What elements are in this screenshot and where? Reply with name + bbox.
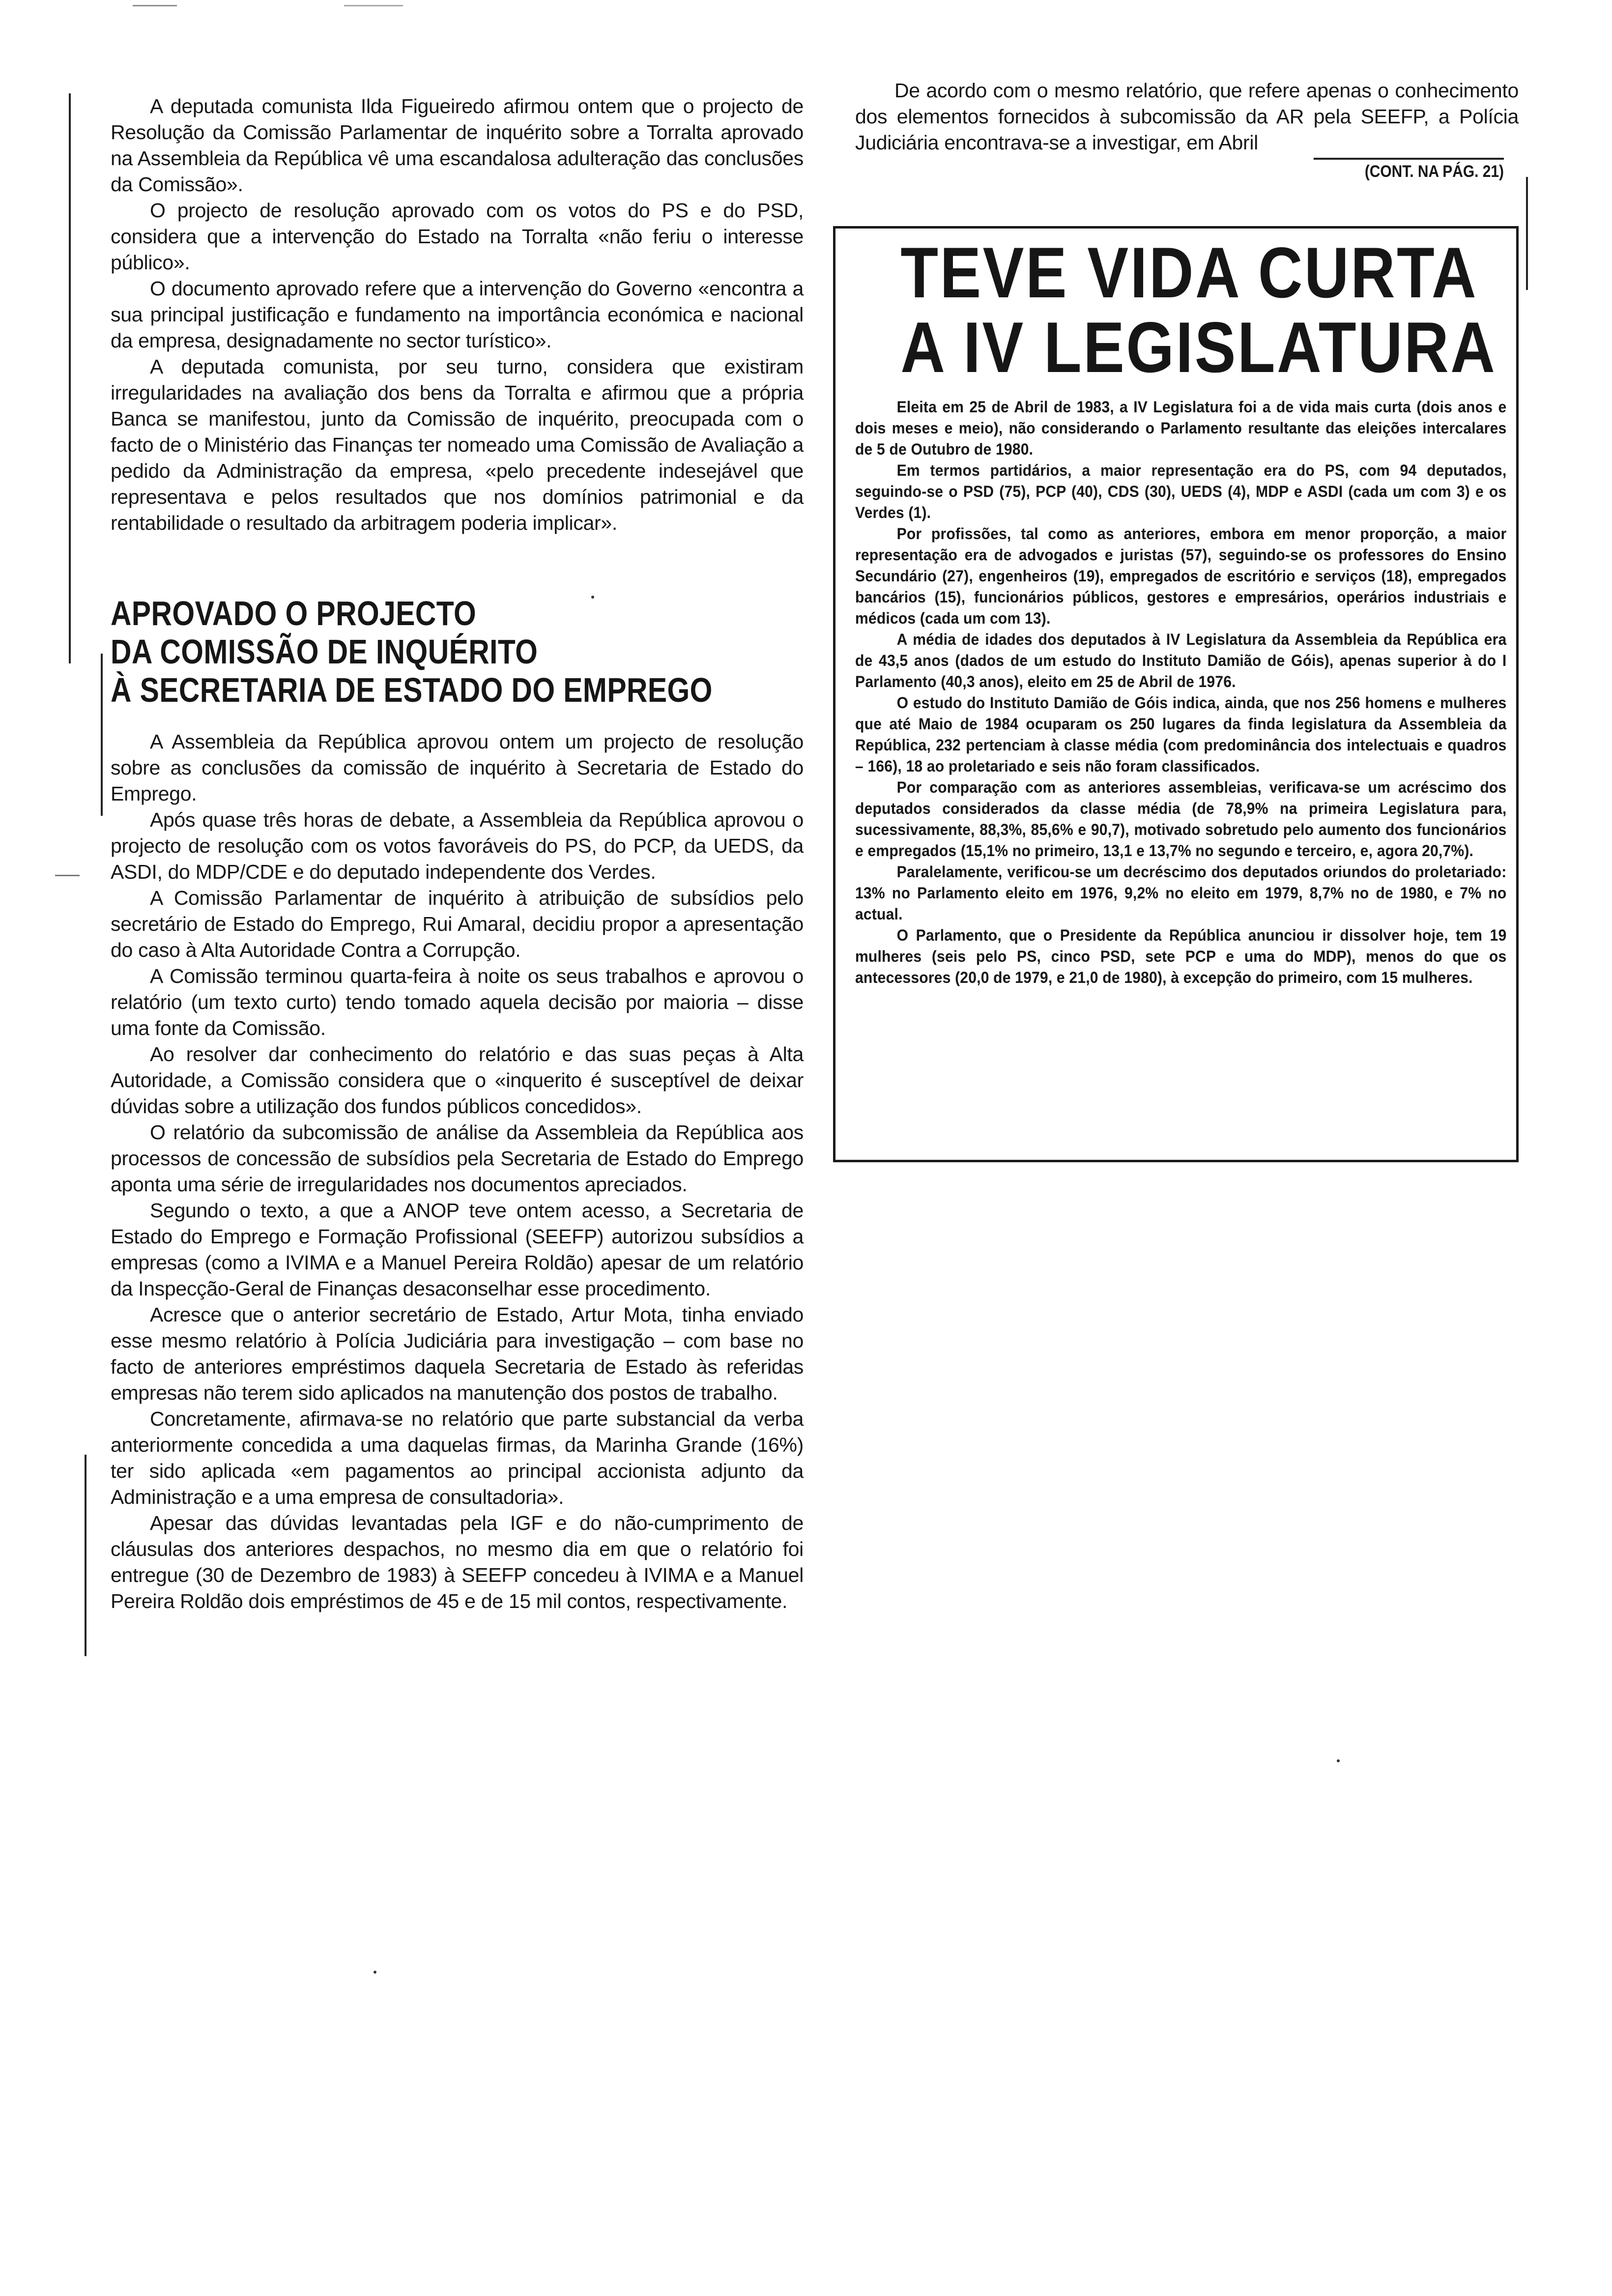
box-title [900, 232, 1497, 387]
intro-paragraph: O documento aprovado refere que a intervenção do Governo «encontra a sua principal justificação e fundamento na importância económica e nacional da empresa, designadamente no sector turístico». [111, 277, 804, 352]
article-headline [111, 594, 804, 709]
left-column [111, 93, 804, 1614]
left-margin-rule-top [69, 93, 71, 663]
scan-dot [1337, 1759, 1340, 1762]
intro-paragraph: O projecto de resolução aprovado com os votos do PS e do PSD, considera que a intervenção do Estado na Torralta «não feriu o interesse público». [111, 199, 804, 274]
headline-line: À SECRETARIA DE ESTADO DO EMPREGO [111, 671, 713, 709]
box-paragraph: O estudo do Instituto Damião de Góis indica, ainda, que nos 256 homens e mulheres que até Maio de 1984 ocuparam os 250 lugares da finda legislatura da Assembleia da República, 232 pertenciam à classe média (com predominância dos intelectuais e quadros – 166), 18 ao proletariado e seis não foram classificados. [855, 694, 1507, 775]
article-paragraph: O relatório da subcomissão de análise da Assembleia da República aos processos de concessão de subsídios pela Secretaria de Estado do Emprego aponta uma série de irregularidades nos documentos apreciados. [111, 1121, 804, 1196]
box-body [855, 397, 1507, 988]
scan-dot [374, 1971, 376, 1974]
article-paragraph: Concretamente, afirmava-se no relatório que parte substancial da verba anteriormente concedida a uma daquelas firmas, da Marinha Grande (16%) ter sido aplicada «em pagamentos ao principal accionista adjunto da Administração e a uma empresa de consultadoria». [111, 1407, 804, 1508]
box-title-line: A IV LEGISLATURA [900, 307, 1497, 387]
left-margin-rule-headline [101, 654, 103, 816]
right-edge-bracket [1526, 177, 1528, 290]
article-paragraph: Acresce que o anterior secretário de Estado, Artur Mota, tinha enviado esse mesmo relatório à Polícia Judiciária para investigação – com base no facto de anteriores empréstimos daquela Secretaria de Estado às referidas empresas não terem sido aplicados na manutenção dos postos de trabalho. [111, 1303, 804, 1404]
article-paragraph: Apesar das dúvidas levantadas pela IGF e do não-cumprimento de cláusulas dos anteriores despachos, no mesmo dia em que o relatório foi entregue (30 de Dezembro de 1983) à SEEFP concedeu à IVIMA e a Manuel Pereira Roldão dois empréstimos de 45 e de 15 mil contos, respectivamente. [111, 1512, 804, 1612]
right-column [855, 78, 1519, 181]
intro-paragraph: A deputada comunista, por seu turno, considera que existiram irregularidades na avaliação dos bens da Torralta e afirmou que a própria Banca se manifestou, junto da Comissão de inquérito, preocupada com o facto de o Ministério das Finanças ter nomeado uma Comissão de Avaliação a pedido da Administração da empresa, «pelo precedente indesejável que representava e pelos resultados que nos domínios patrimonial e da rentabilidade o resultado da arbitragem poderia implicar». [111, 355, 804, 534]
article-paragraph: Segundo o texto, a que a ANOP teve ontem acesso, a Secretaria de Estado do Emprego e Formação Profissional (SEEFP) autorizou subsídios a empresas (como a IVIMA e a Manuel Pereira Roldão) apesar de um relatório da Inspecção-Geral de Finanças desaconselhar esse procedimento. [111, 1199, 804, 1300]
left-margin-rule-lower [85, 1455, 86, 1656]
headline-line: DA COMISSÃO DE INQUÉRITO [111, 632, 538, 671]
continuation-paragraph: De acordo com o mesmo relatório, que refere apenas o conhecimento dos elementos fornecidos à subcomissão da AR pela SEEFP, a Polícia Judiciária encontrava-se a investigar, em Abril [855, 79, 1519, 154]
article-paragraph: Após quase três horas de debate, a Assembleia da República aprovou o projecto de resolução com os votos favoráveis do PS, do PCP, da UEDS, da ASDI, do MDP/CDE e do deputado independente dos Verdes. [111, 808, 804, 883]
box-paragraph: A média de idades dos deputados à IV Legislatura da Assembleia da República era de 43,5 anos (dados de um estudo do Instituto Damião de Góis), apenas superior à do I Parlamento (40,3 anos), eleito em 25 de Abril de 1976. [855, 631, 1507, 690]
article-paragraph: A Comissão Parlamentar de inquérito à atribuição de subsídios pelo secretário de Estado do Emprego, Rui Amaral, decidiu propor a apresentação do caso à Alta Autoridade Contra a Corrupção. [111, 887, 804, 961]
headline-line: APROVADO O PROJECTO [111, 594, 477, 632]
box-paragraph: Eleita em 25 de Abril de 1983, a IV Legislatura foi a de vida mais curta (dois anos e dois meses e meio), não considerando o Parlamento resultante das eleições intercalares de 5 de Outubro de 1980. [855, 398, 1507, 458]
box-paragraph: Paralelamente, verificou-se um decréscimo dos deputados oriundos do proletariado: 13% no Parlamento eleito em 1976, 9,2% no eleito em 1979, 8,7% no de 1980, e 7% no actual. [855, 863, 1507, 923]
intro-paragraph: A deputada comunista Ilda Figueiredo afirmou ontem que o projecto de Resolução da Comissão Parlamentar de inquérito sobre a Torralta aprovado na Assembleia da República vê uma escandalosa adulteração das conclusões da Comissão». [111, 95, 804, 196]
sidebar-box-article [833, 226, 1519, 1162]
box-paragraph: O Parlamento, que o Presidente da República anunciou ir dissolver hoje, tem 19 mulheres (seis pelo PS, cinco PSD, sete PCP e uma do MDP), menos do que os antecessores (20,0 de 1979, e 21,0 de 1980), à excepção do primeiro, com 15 mulheres. [855, 926, 1507, 986]
article-paragraph: A Assembleia da República aprovou ontem um projecto de resolução sobre as conclusões da comissão de inquérito à Secretaria de Estado do Emprego. [111, 730, 804, 805]
box-title-line: TEVE VIDA CURTA [900, 232, 1478, 313]
box-paragraph: Por comparação com as anteriores assembleias, verificava-se um acréscimo dos deputados considerados da classe média (de 78,9% na primeira Legislatura para, sucessivamente, 88,3%, 85,6% e 90,7), motivado sobretudo pelo aumento dos funcionários e empregados (15,1% no primeiro, 13,1 e 13,7% no segundo e terceiro, e, agora 20,7%). [855, 778, 1507, 860]
top-edge-mark-2 [344, 5, 403, 6]
box-paragraph: Por profissões, tal como as anteriores, embora em menor proporção, a maior representação era de advogados e juristas (57), seguindo-se os professores do Ensino Secundário (27), engenheiros (19), empregados de escritório e serviços (18), empregados bancários (15), funcionários públicos, gestores e empresários, operários industriais e médicos (cada um com 13). [855, 525, 1507, 627]
article-paragraph: Ao resolver dar conhecimento do relatório e das suas peças à Alta Autoridade, a Comissão considera que o «inquerito é susceptível de deixar dúvidas sobre a utilização dos fundos públicos concedidos». [111, 1043, 804, 1118]
box-paragraph: Em termos partidários, a maior representação era do PS, com 94 deputados, seguindo-se o PSD (75), PCP (40), CDS (30), UEDS (4), MDP e ASDI (cada um com 3) e os Verdes (1). [855, 461, 1507, 521]
top-edge-mark [133, 5, 177, 6]
article-paragraph: A Comissão terminou quarta-feira à noite os seus trabalhos e aprovou o relatório (um texto curto) tendo tomado aquela decisão por maioria – disse uma fonte da Comissão. [111, 965, 804, 1039]
continuation-note: (CONT. NA PÁG. 21) [1314, 158, 1504, 181]
margin-dash [55, 875, 80, 876]
